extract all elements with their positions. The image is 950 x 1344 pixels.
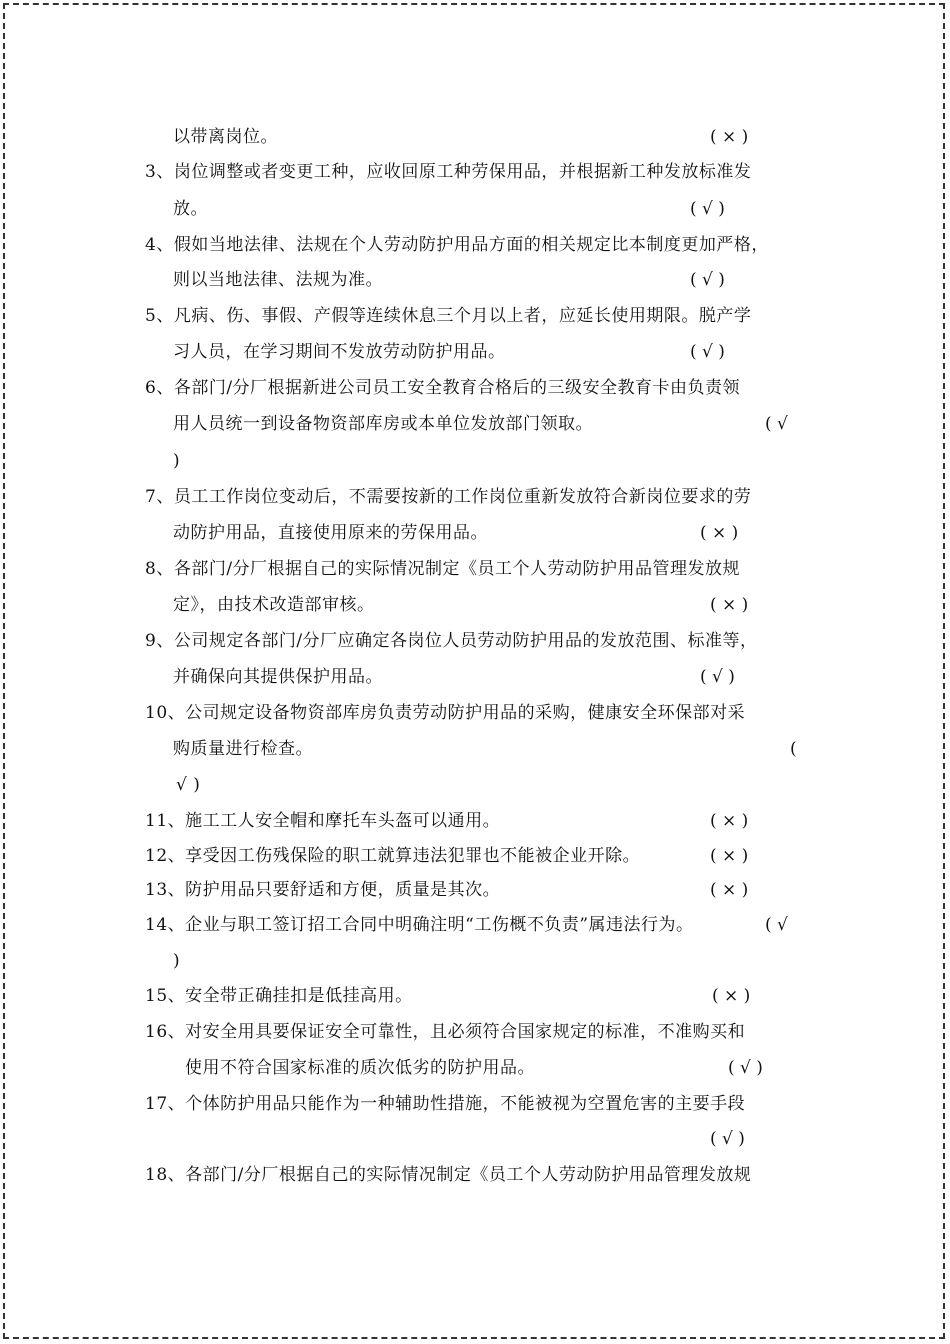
question-10-line-1: 10、公司规定设备物资部库房负责劳动防护用品的采购，健康安全环保部对采 — [145, 703, 746, 723]
answer-mark: ( × ) — [710, 846, 749, 866]
question-5-line-1: 5、凡病、伤、事假、产假等连续休息三个月以上者，应延长使用期限。脱产学 — [145, 306, 752, 326]
answer-mark: ( √ ) — [728, 1058, 763, 1078]
question-10-line-2: 购质量进行检查。 — [173, 739, 313, 759]
answer-mark: ( √ ) — [690, 199, 725, 219]
question-4-line-2: 则以当地法律、法规为准。 — [173, 270, 383, 290]
text-line: 以带离岗位。 — [173, 127, 278, 147]
answer-mark: ( √ — [765, 414, 788, 434]
answer-mark: ( √ ) — [690, 270, 725, 290]
question-13: 13、防护用品只要舒适和方便，质量是其次。 — [145, 880, 501, 900]
page-border — [3, 3, 945, 1339]
question-7-line-1: 7、员工工作岗位变动后，不需要按新的工作岗位重新发放符合新岗位要求的劳 — [145, 487, 752, 507]
question-9-line-2: 并确保向其提供保护用品。 — [173, 667, 383, 687]
question-15: 15、安全带正确挂扣是低挂高用。 — [145, 986, 413, 1006]
answer-mark: ( × ) — [710, 127, 749, 147]
answer-mark: ( × ) — [712, 986, 751, 1006]
answer-mark: ( √ — [765, 915, 788, 935]
question-12: 12、享受因工伤残保险的职工就算违法犯罪也不能被企业开除。 — [145, 846, 641, 866]
answer-mark: ( × ) — [710, 595, 749, 615]
answer-mark: ( × ) — [710, 811, 749, 831]
question-4-line-1: 4、假如当地法律、法规在个人劳动防护用品方面的相关规定比本制度更加严格， — [145, 235, 769, 255]
answer-mark: ( √ ) — [710, 1129, 745, 1149]
question-14-line-2: ) — [173, 951, 181, 971]
question-16-line-2: 使用不符合国家标准的质次低劣的防护用品。 — [185, 1058, 535, 1078]
answer-mark: ( × ) — [710, 880, 749, 900]
question-3-line-1: 3、岗位调整或者变更工种，应收回原工种劳保用品，并根据新工种发放标准发 — [145, 162, 752, 182]
question-11: 11、施工工人安全帽和摩托车头盔可以通用。 — [145, 811, 501, 831]
question-5-line-2: 习人员，在学习期间不发放劳动防护用品。 — [173, 342, 506, 362]
answer-mark: ( √ ) — [700, 667, 735, 687]
answer-mark: ( — [790, 739, 797, 759]
question-8-line-1: 8、各部门/分厂根据自己的实际情况制定《员工个人劳动防护用品管理发放规 — [145, 559, 741, 579]
answer-mark: ( × ) — [700, 523, 739, 543]
question-8-line-2: 定》，由技术改造部审核。 — [173, 595, 375, 615]
question-18-line-1: 18、各部门/分厂根据自己的实际情况制定《员工个人劳动防护用品管理发放规 — [145, 1165, 752, 1185]
question-17: 17、个体防护用品只能作为一种辅助性措施，不能被视为空置危害的主要手段 — [145, 1094, 746, 1114]
question-3-line-2: 放。 — [173, 199, 208, 219]
question-16-line-1: 16、对安全用具要保证安全可靠性，且必须符合国家规定的标准，不准购买和 — [145, 1022, 746, 1042]
question-6-line-2: 用人员统一到设备物资部库房或本单位发放部门领取。 — [173, 414, 593, 434]
question-14-line-1: 14、企业与职工签订招工合同中明确注明“工伤概不负责”属违法行为。 — [145, 915, 694, 935]
question-6-line-3: ) — [173, 451, 181, 471]
question-9-line-1: 9、公司规定各部门/分厂应确定各岗位人员劳动防护用品的发放范围、标准等， — [145, 631, 758, 651]
question-6-line-1: 6、各部门/分厂根据新进公司员工安全教育合格后的三级安全教育卡由负责领 — [145, 378, 741, 398]
answer-mark: ( √ ) — [690, 342, 725, 362]
question-10-line-3: √ ) — [176, 775, 201, 795]
question-7-line-2: 动防护用品，直接使用原来的劳保用品。 — [173, 523, 488, 543]
